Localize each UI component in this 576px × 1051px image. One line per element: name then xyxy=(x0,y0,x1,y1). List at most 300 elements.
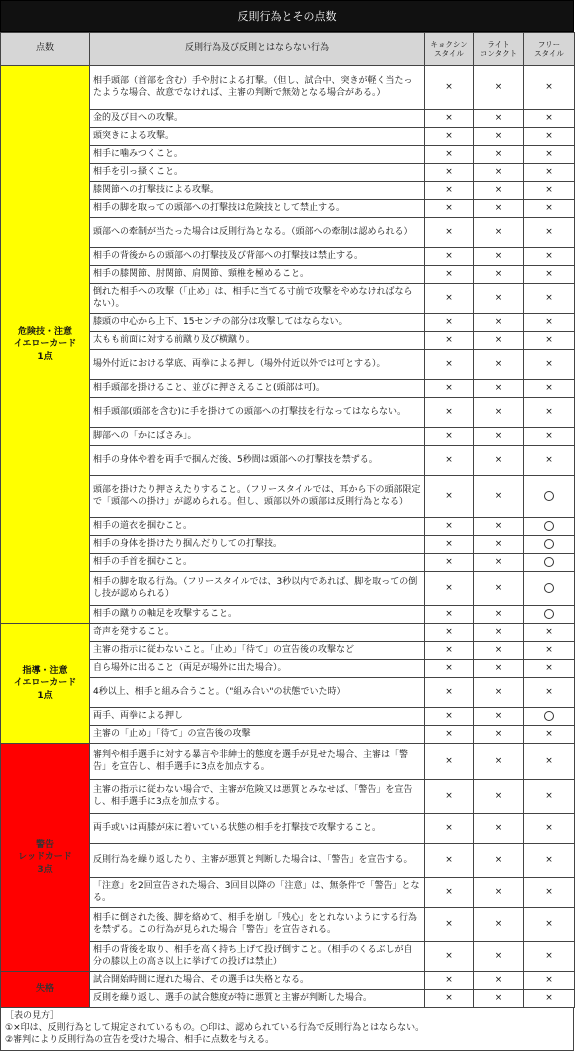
prohibited-x-mark: × xyxy=(494,644,503,655)
foul-description: 相手頭部を掛けること、並びに押さえること(頭部は可)。 xyxy=(90,380,425,398)
prohibited-x-mark: × xyxy=(445,686,453,697)
mark-kyokushin xyxy=(425,66,474,110)
prohibited-x-mark: × xyxy=(445,608,453,619)
mark-free-style xyxy=(524,518,575,536)
prohibited-x-mark: × xyxy=(494,292,503,303)
mark-free-style xyxy=(524,284,575,314)
mark-free-style xyxy=(524,908,575,942)
prohibited-x-mark: × xyxy=(494,950,503,961)
prohibited-x-mark: × xyxy=(545,250,553,261)
mark-free-style xyxy=(524,844,575,878)
foul-description: 相手頭部(頭部を含む)に手を掛けての頭部への打撃技を行なってはならない。 xyxy=(90,398,425,428)
prohibited-x-mark: × xyxy=(445,406,453,417)
permitted-circle-icon xyxy=(544,539,554,549)
prohibited-x-mark: × xyxy=(545,822,553,833)
header-description: 反則行為及び反則とはならない行為 xyxy=(90,33,425,66)
mark-light-contact xyxy=(474,606,524,624)
mark-kyokushin xyxy=(425,908,474,942)
table-row xyxy=(1,624,575,642)
prohibited-x-mark: × xyxy=(445,184,453,195)
page-title: 反則行為とその点数 xyxy=(0,0,574,32)
category-label: イエローカード xyxy=(13,678,77,689)
prohibited-x-mark: × xyxy=(445,886,453,897)
prohibited-x-mark: × xyxy=(494,226,503,237)
prohibited-x-mark: × xyxy=(494,608,503,619)
prohibited-x-mark: × xyxy=(494,992,503,1003)
mark-kyokushin xyxy=(425,476,474,518)
prohibited-x-mark: × xyxy=(545,166,553,177)
mark-light-contact xyxy=(474,284,524,314)
prohibited-x-mark: × xyxy=(445,520,453,531)
mark-kyokushin xyxy=(425,518,474,536)
category-cell-red2 xyxy=(1,972,90,1008)
mark-free-style xyxy=(524,708,575,726)
mark-kyokushin xyxy=(425,572,474,606)
mark-kyokushin xyxy=(425,200,474,218)
mark-free-style xyxy=(524,128,575,146)
mark-light-contact xyxy=(474,518,524,536)
mark-kyokushin xyxy=(425,744,474,780)
mark-light-contact xyxy=(474,744,524,780)
prohibited-x-mark: × xyxy=(545,728,553,739)
foul-description: 金的及び目への攻撃。 xyxy=(90,110,425,128)
prohibited-x-mark: × xyxy=(494,454,503,465)
prohibited-x-mark: × xyxy=(494,148,503,159)
mark-free-style xyxy=(524,972,575,990)
header-free-line1: フリー xyxy=(537,39,561,49)
mark-kyokushin xyxy=(425,972,474,990)
category-label: 1点 xyxy=(37,690,53,701)
mark-kyokushin xyxy=(425,660,474,678)
mark-kyokushin xyxy=(425,708,474,726)
mark-kyokushin xyxy=(425,332,474,350)
foul-description: 相手の背後からの頭部への打撃技及び背部への打撃技は禁止する。 xyxy=(90,248,425,266)
mark-free-style xyxy=(524,744,575,780)
mark-kyokushin xyxy=(425,350,474,380)
permitted-circle-icon xyxy=(544,711,554,721)
mark-kyokushin xyxy=(425,942,474,972)
mark-free-style xyxy=(524,380,575,398)
prohibited-x-mark: × xyxy=(545,81,553,92)
mark-light-contact xyxy=(474,146,524,164)
prohibited-x-mark: × xyxy=(545,974,553,985)
prohibited-x-mark: × xyxy=(494,268,503,279)
foul-description: 主審の「止め」「待て」の宣告後の攻撃 xyxy=(90,726,425,744)
prohibited-x-mark: × xyxy=(545,316,553,327)
mark-light-contact xyxy=(474,398,524,428)
prohibited-x-mark: × xyxy=(494,520,503,531)
header-light-line1: ライト xyxy=(487,39,510,49)
mark-kyokushin xyxy=(425,266,474,284)
prohibited-x-mark: × xyxy=(545,886,553,897)
foul-description: 両手、両拳による押し xyxy=(90,708,425,726)
mark-free-style xyxy=(524,536,575,554)
mark-free-style xyxy=(524,606,575,624)
category-label: レッドカード xyxy=(18,852,72,863)
prohibited-x-mark: × xyxy=(545,334,553,345)
foul-description: 相手の脚を取る行為。（フリースタイルでは、3秒以内であれば、脚を取っての倒し技が認められる） xyxy=(90,572,425,606)
mark-kyokushin xyxy=(425,146,474,164)
header-points: 点数 xyxy=(1,33,90,66)
mark-free-style xyxy=(524,146,575,164)
foul-description: 相手の脚を取っての頭部への打撃技は危険技として禁止する。 xyxy=(90,200,425,218)
mark-free-style xyxy=(524,814,575,844)
mark-light-contact xyxy=(474,446,524,476)
mark-kyokushin xyxy=(425,182,474,200)
mark-kyokushin xyxy=(425,164,474,182)
foul-description: 相手の身体や着を両手で掴んだ後、5秒間は頭部への打撃技を禁ずる。 xyxy=(90,446,425,476)
permitted-circle-icon xyxy=(544,491,554,501)
prohibited-x-mark: × xyxy=(494,406,503,417)
foul-description: 倒れた相手への攻撃（「止め」は、相手に当てる寸前で攻撃をやめなければならない）。 xyxy=(90,284,425,314)
prohibited-x-mark: × xyxy=(445,582,453,593)
prohibited-x-mark: × xyxy=(545,790,553,801)
mark-kyokushin xyxy=(425,606,474,624)
prohibited-x-mark: × xyxy=(494,974,503,985)
category-label: イエローカード xyxy=(13,339,77,350)
prohibited-x-mark: × xyxy=(494,202,503,213)
category-cell-yellow2 xyxy=(1,624,90,744)
mark-light-contact xyxy=(474,476,524,518)
mark-light-contact xyxy=(474,678,524,708)
prohibited-x-mark: × xyxy=(494,822,503,833)
prohibited-x-mark: × xyxy=(445,822,453,833)
mark-light-contact xyxy=(474,182,524,200)
header-light-line2: コンタクト xyxy=(479,49,518,58)
foul-description: 主審の指示に従わない場合で、主審が危険又は悪質とみなせば、「警告」を宣告し、相手選手に3点を加点する。 xyxy=(90,780,425,814)
mark-light-contact xyxy=(474,314,524,332)
mark-kyokushin xyxy=(425,814,474,844)
mark-kyokushin xyxy=(425,780,474,814)
mark-light-contact xyxy=(474,350,524,380)
foul-description: 相手の背後を取り、相手を高く持ち上げて投げ倒すこと。（相手のくるぶしが自分の膝以上の高さ以上に挙げての投げは禁止） xyxy=(90,942,425,972)
prohibited-x-mark: × xyxy=(494,166,503,177)
prohibited-x-mark: × xyxy=(494,686,503,697)
prohibited-x-mark: × xyxy=(545,184,553,195)
mark-free-style xyxy=(524,66,575,110)
mark-free-style xyxy=(524,110,575,128)
prohibited-x-mark: × xyxy=(494,490,503,501)
prohibited-x-mark: × xyxy=(445,974,453,985)
prohibited-x-mark: × xyxy=(445,130,453,141)
prohibited-x-mark: × xyxy=(545,662,553,673)
prohibited-x-mark: × xyxy=(445,148,453,159)
prohibited-x-mark: × xyxy=(545,854,553,865)
prohibited-x-mark: × xyxy=(445,268,453,279)
prohibited-x-mark: × xyxy=(445,992,453,1003)
prohibited-x-mark: × xyxy=(545,358,553,369)
mark-kyokushin xyxy=(425,642,474,660)
prohibited-x-mark: × xyxy=(545,112,553,123)
mark-light-contact xyxy=(474,990,524,1008)
prohibited-x-mark: × xyxy=(494,358,503,369)
mark-free-style xyxy=(524,878,575,908)
prohibited-x-mark: × xyxy=(445,854,453,865)
prohibited-x-mark: × xyxy=(445,292,453,303)
mark-free-style xyxy=(524,182,575,200)
mark-light-contact xyxy=(474,128,524,146)
prohibited-x-mark: × xyxy=(545,626,553,637)
prohibited-x-mark: × xyxy=(445,490,453,501)
mark-kyokushin xyxy=(425,110,474,128)
mark-free-style xyxy=(524,266,575,284)
foul-description: 相手を引っ掻くこと。 xyxy=(90,164,425,182)
prohibited-x-mark: × xyxy=(494,582,503,593)
mark-free-style xyxy=(524,624,575,642)
mark-kyokushin xyxy=(425,314,474,332)
category-label: 指導・注意 xyxy=(22,665,68,676)
category-label: 失格 xyxy=(35,984,54,995)
mark-free-style xyxy=(524,678,575,708)
legend xyxy=(0,1008,574,1051)
prohibited-x-mark: × xyxy=(494,854,503,865)
mark-light-contact xyxy=(474,248,524,266)
mark-kyokushin xyxy=(425,878,474,908)
prohibited-x-mark: × xyxy=(494,662,503,673)
foul-description: 膝関節への打撃技による攻撃。 xyxy=(90,182,425,200)
prohibited-x-mark: × xyxy=(545,130,553,141)
prohibited-x-mark: × xyxy=(445,728,453,739)
prohibited-x-mark: × xyxy=(545,918,553,929)
foul-description: 頭部を掛けたり押さえたりすること。（フリースタイルでは、耳から下の頭部限定で「頭部への掛け」が認められる。但し、頭部以外の頭部は反則行為となる） xyxy=(90,476,425,518)
mark-free-style xyxy=(524,942,575,972)
foul-description: 相手に倒された後、脚を絡めて、相手を崩し「残心」をとれないようにする行為を禁ずる。この行為が見られた場合「警告」を宣告される。 xyxy=(90,908,425,942)
prohibited-x-mark: × xyxy=(445,226,453,237)
prohibited-x-mark: × xyxy=(445,626,453,637)
category-label: 3点 xyxy=(37,864,53,875)
mark-light-contact xyxy=(474,942,524,972)
mark-light-contact xyxy=(474,660,524,678)
foul-description: 相手の手首を掴むこと。 xyxy=(90,554,425,572)
table-row xyxy=(1,66,575,110)
mark-kyokushin xyxy=(425,726,474,744)
foul-description: 頭部への牽制が当たった場合は反則行為となる。（頭部への牽制は認められる） xyxy=(90,218,425,248)
header-free-line2: スタイル xyxy=(534,49,564,58)
prohibited-x-mark: × xyxy=(494,382,503,393)
foul-description: 自ら場外に出ること（両足が場外に出た場合）。 xyxy=(90,660,425,678)
prohibited-x-mark: × xyxy=(445,112,453,123)
mark-light-contact xyxy=(474,908,524,942)
mark-free-style xyxy=(524,332,575,350)
prohibited-x-mark: × xyxy=(545,292,553,303)
prohibited-x-mark: × xyxy=(494,538,503,549)
prohibited-x-mark: × xyxy=(545,950,553,961)
mark-light-contact xyxy=(474,164,524,182)
prohibited-x-mark: × xyxy=(494,790,503,801)
fouls-table xyxy=(0,32,575,1008)
prohibited-x-mark: × xyxy=(545,992,553,1003)
foul-description: 頭突きによる攻撃。 xyxy=(90,128,425,146)
fouls-table-body xyxy=(1,66,575,1008)
mark-light-contact xyxy=(474,726,524,744)
category-label: 警告 xyxy=(35,839,54,850)
mark-free-style xyxy=(524,428,575,446)
prohibited-x-mark: × xyxy=(494,184,503,195)
prohibited-x-mark: × xyxy=(445,454,453,465)
mark-free-style xyxy=(524,398,575,428)
prohibited-x-mark: × xyxy=(445,358,453,369)
foul-description: 試合開始時間に遅れた場合、その選手は失格となる。 xyxy=(90,972,425,990)
foul-description: 相手に噛みつくこと。 xyxy=(90,146,425,164)
mark-kyokushin xyxy=(425,844,474,878)
prohibited-x-mark: × xyxy=(494,728,503,739)
mark-kyokushin xyxy=(425,624,474,642)
mark-free-style xyxy=(524,248,575,266)
mark-light-contact xyxy=(474,332,524,350)
mark-free-style xyxy=(524,200,575,218)
prohibited-x-mark: × xyxy=(445,755,453,766)
prohibited-x-mark: × xyxy=(545,406,553,417)
mark-light-contact xyxy=(474,780,524,814)
header-free-style xyxy=(524,33,575,66)
header-kyokushin-line2: スタイル xyxy=(434,49,464,58)
foul-description: 反則行為を繰り返したり、主審が悪質と判断した場合は、「警告」を宣告する。 xyxy=(90,844,425,878)
foul-description: 審判や相手選手に対する暴言や非紳士的態度を選手が見せた場合、主審は「警告」を宣告し、相手選手に3点を加点する。 xyxy=(90,744,425,780)
mark-kyokushin xyxy=(425,428,474,446)
prohibited-x-mark: × xyxy=(494,918,503,929)
permitted-circle-icon xyxy=(544,609,554,619)
prohibited-x-mark: × xyxy=(545,430,553,441)
prohibited-x-mark: × xyxy=(494,112,503,123)
mark-free-style xyxy=(524,990,575,1008)
prohibited-x-mark: × xyxy=(445,382,453,393)
prohibited-x-mark: × xyxy=(545,755,553,766)
mark-kyokushin xyxy=(425,398,474,428)
foul-description: 相手の膝関節、肘関節、肩関節、頸椎を極めること。 xyxy=(90,266,425,284)
foul-description: 反則を繰り返し、選手の試合態度が特に悪質と主審が判断した場合。 xyxy=(90,990,425,1008)
mark-free-style xyxy=(524,350,575,380)
mark-light-contact xyxy=(474,554,524,572)
prohibited-x-mark: × xyxy=(445,334,453,345)
prohibited-x-mark: × xyxy=(494,626,503,637)
foul-description: 奇声を発すること。 xyxy=(90,624,425,642)
mark-light-contact xyxy=(474,844,524,878)
mark-light-contact xyxy=(474,218,524,248)
mark-free-style xyxy=(524,314,575,332)
foul-description: 脚部への「かにばさみ」。 xyxy=(90,428,425,446)
legend-line-1: ①×印は、反則行為として規定されているもの。○印は、認められている行為で反則行為とはならない。 xyxy=(5,1023,425,1034)
permitted-circle-icon xyxy=(544,521,554,531)
prohibited-x-mark: × xyxy=(494,430,503,441)
mark-light-contact xyxy=(474,536,524,554)
prohibited-x-mark: × xyxy=(545,686,553,697)
foul-description: 4秒以上、相手と組み合うこと。（"組み合い"の状態でいた時） xyxy=(90,678,425,708)
mark-kyokushin xyxy=(425,554,474,572)
prohibited-x-mark: × xyxy=(494,886,503,897)
prohibited-x-mark: × xyxy=(545,644,553,655)
prohibited-x-mark: × xyxy=(445,538,453,549)
mark-free-style xyxy=(524,554,575,572)
mark-free-style xyxy=(524,660,575,678)
header-light-contact xyxy=(474,33,524,66)
legend-title: ［表の見方］ xyxy=(5,1011,60,1021)
mark-kyokushin xyxy=(425,380,474,398)
prohibited-x-mark: × xyxy=(494,250,503,261)
prohibited-x-mark: × xyxy=(545,454,553,465)
mark-free-style xyxy=(524,726,575,744)
prohibited-x-mark: × xyxy=(545,268,553,279)
foul-description: 相手の蹴りの軸足を攻撃すること。 xyxy=(90,606,425,624)
mark-light-contact xyxy=(474,266,524,284)
prohibited-x-mark: × xyxy=(445,250,453,261)
mark-light-contact xyxy=(474,200,524,218)
foul-description: 場外付近における掌底、両拳による押し（場外付近以外では可とする）。 xyxy=(90,350,425,380)
mark-light-contact xyxy=(474,66,524,110)
foul-description: 膝頭の中心から上下、15センチの部分は攻撃してはならない。 xyxy=(90,314,425,332)
prohibited-x-mark: × xyxy=(494,556,503,567)
mark-kyokushin xyxy=(425,678,474,708)
prohibited-x-mark: × xyxy=(445,166,453,177)
mark-free-style xyxy=(524,446,575,476)
mark-kyokushin xyxy=(425,128,474,146)
prohibited-x-mark: × xyxy=(445,430,453,441)
mark-light-contact xyxy=(474,624,524,642)
table-row xyxy=(1,972,575,990)
mark-light-contact xyxy=(474,708,524,726)
mark-kyokushin xyxy=(425,218,474,248)
foul-description: 相手の道衣を掴むこと。 xyxy=(90,518,425,536)
prohibited-x-mark: × xyxy=(445,81,453,92)
prohibited-x-mark: × xyxy=(494,81,503,92)
mark-light-contact xyxy=(474,428,524,446)
prohibited-x-mark: × xyxy=(445,710,453,721)
prohibited-x-mark: × xyxy=(494,710,503,721)
mark-kyokushin xyxy=(425,284,474,314)
header-kyokushin xyxy=(425,33,474,66)
mark-light-contact xyxy=(474,110,524,128)
prohibited-x-mark: × xyxy=(545,226,553,237)
prohibited-x-mark: × xyxy=(445,644,453,655)
mark-free-style xyxy=(524,642,575,660)
permitted-circle-icon xyxy=(544,557,554,567)
mark-light-contact xyxy=(474,972,524,990)
prohibited-x-mark: × xyxy=(445,662,453,673)
category-cell-red xyxy=(1,744,90,972)
prohibited-x-mark: × xyxy=(445,950,453,961)
prohibited-x-mark: × xyxy=(445,790,453,801)
table-row xyxy=(1,744,575,780)
prohibited-x-mark: × xyxy=(494,755,503,766)
prohibited-x-mark: × xyxy=(545,202,553,213)
foul-description: 両手或いは両膝が床に着いている状態の相手を打撃技で攻撃すること。 xyxy=(90,814,425,844)
permitted-circle-icon xyxy=(544,583,554,593)
legend-line-2: ②審判により反則行為の宣告を受けた場合、相手に点数を与える。 xyxy=(5,1035,275,1046)
mark-light-contact xyxy=(474,642,524,660)
foul-description: 相手頭部（首部を含む）手や肘による打撃。（但し、試合中、突きが軽く当たったような場合、故意でなければ、主審の判断で無効となる場合がある。） xyxy=(90,66,425,110)
mark-free-style xyxy=(524,164,575,182)
foul-description: 相手の身体を掛けたり掴んだりしての打撃技。 xyxy=(90,536,425,554)
category-label: 1点 xyxy=(37,351,53,362)
prohibited-x-mark: × xyxy=(445,316,453,327)
mark-light-contact xyxy=(474,878,524,908)
mark-free-style xyxy=(524,572,575,606)
foul-description: 「注意」を2回宣告された場合、3回目以降の「注意」は、無条件で「警告」となる。 xyxy=(90,878,425,908)
category-cell-yellow1 xyxy=(1,66,90,624)
prohibited-x-mark: × xyxy=(545,382,553,393)
mark-free-style xyxy=(524,218,575,248)
mark-kyokushin xyxy=(425,536,474,554)
foul-description: 主審の指示に従わないこと。「止め」「待て」の宣告後の攻撃など xyxy=(90,642,425,660)
category-label: 危険技・注意 xyxy=(17,326,72,337)
prohibited-x-mark: × xyxy=(445,556,453,567)
mark-free-style xyxy=(524,780,575,814)
mark-light-contact xyxy=(474,380,524,398)
prohibited-x-mark: × xyxy=(494,334,503,345)
prohibited-x-mark: × xyxy=(445,918,453,929)
mark-kyokushin xyxy=(425,248,474,266)
prohibited-x-mark: × xyxy=(445,202,453,213)
mark-light-contact xyxy=(474,814,524,844)
